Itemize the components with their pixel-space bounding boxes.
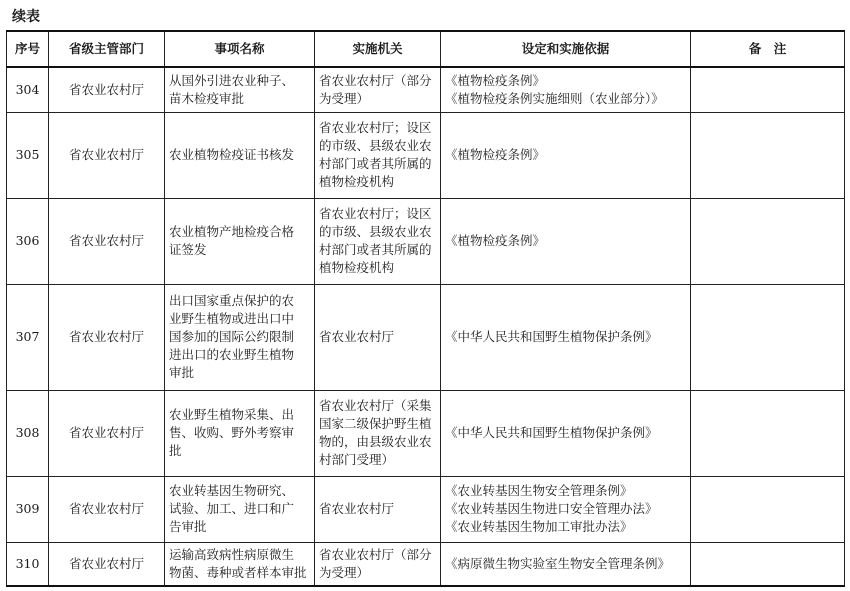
cell-agency bbox=[315, 67, 441, 112]
agency-line: 省农业农村厅；设区 bbox=[319, 120, 432, 135]
cell-serial-no: 305 bbox=[7, 112, 49, 198]
item-line: 证签发 bbox=[169, 242, 207, 257]
header-department: 省级主管部门 bbox=[49, 31, 165, 67]
item-line: 出口国家重点保护的农 bbox=[169, 293, 295, 308]
agency-line: 省农业农村厅（采集 bbox=[319, 398, 432, 413]
cell-item-name bbox=[165, 476, 315, 542]
cell-agency bbox=[315, 476, 441, 542]
cell-serial-no: 310 bbox=[7, 542, 49, 586]
approval-items-table bbox=[6, 30, 845, 587]
basis-line: 《中华人民共和国野生植物保护条例》 bbox=[445, 329, 658, 344]
cell-department: 省农业农村厅 bbox=[49, 390, 165, 476]
item-line: 业野生植物或进出口中 bbox=[169, 311, 295, 326]
basis-line: 《病原微生物实验室生物安全管理条例》 bbox=[445, 555, 671, 571]
cell-item-name bbox=[165, 542, 315, 586]
item-line: 农业转基因生物研究、 bbox=[169, 483, 295, 498]
cell-agency bbox=[315, 284, 441, 390]
item-line: 运输高致病性病原微生 bbox=[169, 546, 295, 562]
table-row bbox=[7, 390, 845, 476]
cell-item-name bbox=[165, 284, 315, 390]
cell-serial-no: 309 bbox=[7, 476, 49, 542]
cell-department: 省农业农村厅 bbox=[49, 476, 165, 542]
cell-item-name bbox=[165, 67, 315, 112]
header-basis: 设定和实施依据 bbox=[441, 31, 691, 67]
cell-serial-no: 306 bbox=[7, 198, 49, 284]
cell-serial-no: 308 bbox=[7, 390, 49, 476]
agency-line: 村部门受理） bbox=[319, 452, 395, 467]
cell-department: 省农业农村厅 bbox=[49, 284, 165, 390]
cell-agency bbox=[315, 542, 441, 586]
item-line: 从国外引进农业种子、 bbox=[169, 72, 295, 88]
cell-basis bbox=[441, 198, 691, 284]
cell-basis bbox=[441, 112, 691, 198]
cell-remarks bbox=[691, 112, 845, 198]
table-row bbox=[7, 112, 845, 198]
agency-line: 村部门或者其所属的 bbox=[319, 242, 432, 257]
basis-line: 《农业转基因生物加工审批办法》 bbox=[445, 519, 633, 534]
table-row bbox=[7, 284, 845, 390]
cell-agency bbox=[315, 198, 441, 284]
item-line: 农业植物检疫证书核发 bbox=[169, 147, 295, 162]
cell-item-name bbox=[165, 390, 315, 476]
agency-line: 的市级、县级农业农 bbox=[319, 138, 432, 153]
item-line: 苗木检疫审批 bbox=[169, 90, 245, 106]
basis-line: 《中华人民共和国野生植物保护条例》 bbox=[445, 425, 658, 440]
cell-item-name bbox=[165, 112, 315, 198]
item-line: 试验、加工、进口和广 bbox=[169, 501, 295, 516]
item-line: 告审批 bbox=[169, 519, 207, 534]
item-line: 售、收购、野外考察审 bbox=[169, 425, 295, 440]
agency-line: 物的，由县级农业农 bbox=[319, 434, 432, 449]
item-line: 农业植物产地检疫合格 bbox=[169, 224, 295, 239]
basis-line: 《农业转基因生物进口安全管理办法》 bbox=[445, 501, 658, 516]
item-line: 农业野生植物采集、出 bbox=[169, 407, 295, 422]
cell-serial-no: 304 bbox=[7, 67, 49, 112]
basis-line: 《植物检疫条例》 bbox=[445, 147, 546, 162]
cell-remarks bbox=[691, 390, 845, 476]
agency-line: 省农业农村厅（部分 bbox=[319, 72, 432, 88]
agency-line: 为受理） bbox=[319, 90, 370, 106]
agency-line: 为受理） bbox=[319, 564, 370, 580]
cell-basis bbox=[441, 390, 691, 476]
item-line: 物菌、毒种或者样本审批 bbox=[169, 564, 307, 580]
cell-department: 省农业农村厅 bbox=[49, 198, 165, 284]
item-line: 国参加的国际公约限制 bbox=[169, 329, 295, 344]
agency-line: 省农业农村厅（部分 bbox=[319, 546, 432, 562]
cell-department: 省农业农村厅 bbox=[49, 67, 165, 112]
cell-remarks bbox=[691, 542, 845, 586]
cell-serial-no: 307 bbox=[7, 284, 49, 390]
header-agency: 实施机关 bbox=[315, 31, 441, 67]
agency-line: 植物检疫机构 bbox=[319, 260, 395, 275]
cell-basis bbox=[441, 67, 691, 112]
cell-agency bbox=[315, 390, 441, 476]
item-line: 审批 bbox=[169, 365, 195, 380]
cell-basis bbox=[441, 284, 691, 390]
header-item-name: 事项名称 bbox=[165, 31, 315, 67]
cell-department: 省农业农村厅 bbox=[49, 112, 165, 198]
table-caption: 续表 bbox=[12, 9, 40, 25]
cell-remarks bbox=[691, 284, 845, 390]
cell-basis bbox=[441, 542, 691, 586]
item-line: 进出口的农业野生植物 bbox=[169, 347, 295, 362]
table-row bbox=[7, 67, 845, 112]
header-serial-no: 序号 bbox=[7, 31, 49, 67]
agency-line: 省农业农村厅 bbox=[319, 329, 395, 344]
cell-remarks bbox=[691, 476, 845, 542]
basis-line: 《植物检疫条例实施细则（农业部分）》 bbox=[445, 90, 664, 106]
table-row bbox=[7, 198, 845, 284]
agency-line: 植物检疫机构 bbox=[319, 174, 395, 189]
cell-item-name bbox=[165, 198, 315, 284]
item-line: 批 bbox=[169, 443, 182, 458]
table-header-row bbox=[7, 31, 845, 67]
table-row bbox=[7, 476, 845, 542]
cell-remarks bbox=[691, 198, 845, 284]
agency-line: 省农业农村厅；设区 bbox=[319, 206, 432, 221]
agency-line: 省农业农村厅 bbox=[319, 501, 395, 516]
header-remarks: 备 注 bbox=[691, 31, 845, 67]
cell-basis bbox=[441, 476, 691, 542]
cell-department: 省农业农村厅 bbox=[49, 542, 165, 586]
basis-line: 《植物检疫条例》 bbox=[445, 72, 546, 88]
agency-line: 的市级、县级农业农 bbox=[319, 224, 432, 239]
agency-line: 村部门或者其所属的 bbox=[319, 156, 432, 171]
cell-remarks bbox=[691, 67, 845, 112]
table-row bbox=[7, 542, 845, 586]
cell-agency bbox=[315, 112, 441, 198]
basis-line: 《农业转基因生物安全管理条例》 bbox=[445, 483, 633, 498]
agency-line: 国家二级保护野生植 bbox=[319, 416, 432, 431]
basis-line: 《植物检疫条例》 bbox=[445, 233, 546, 248]
